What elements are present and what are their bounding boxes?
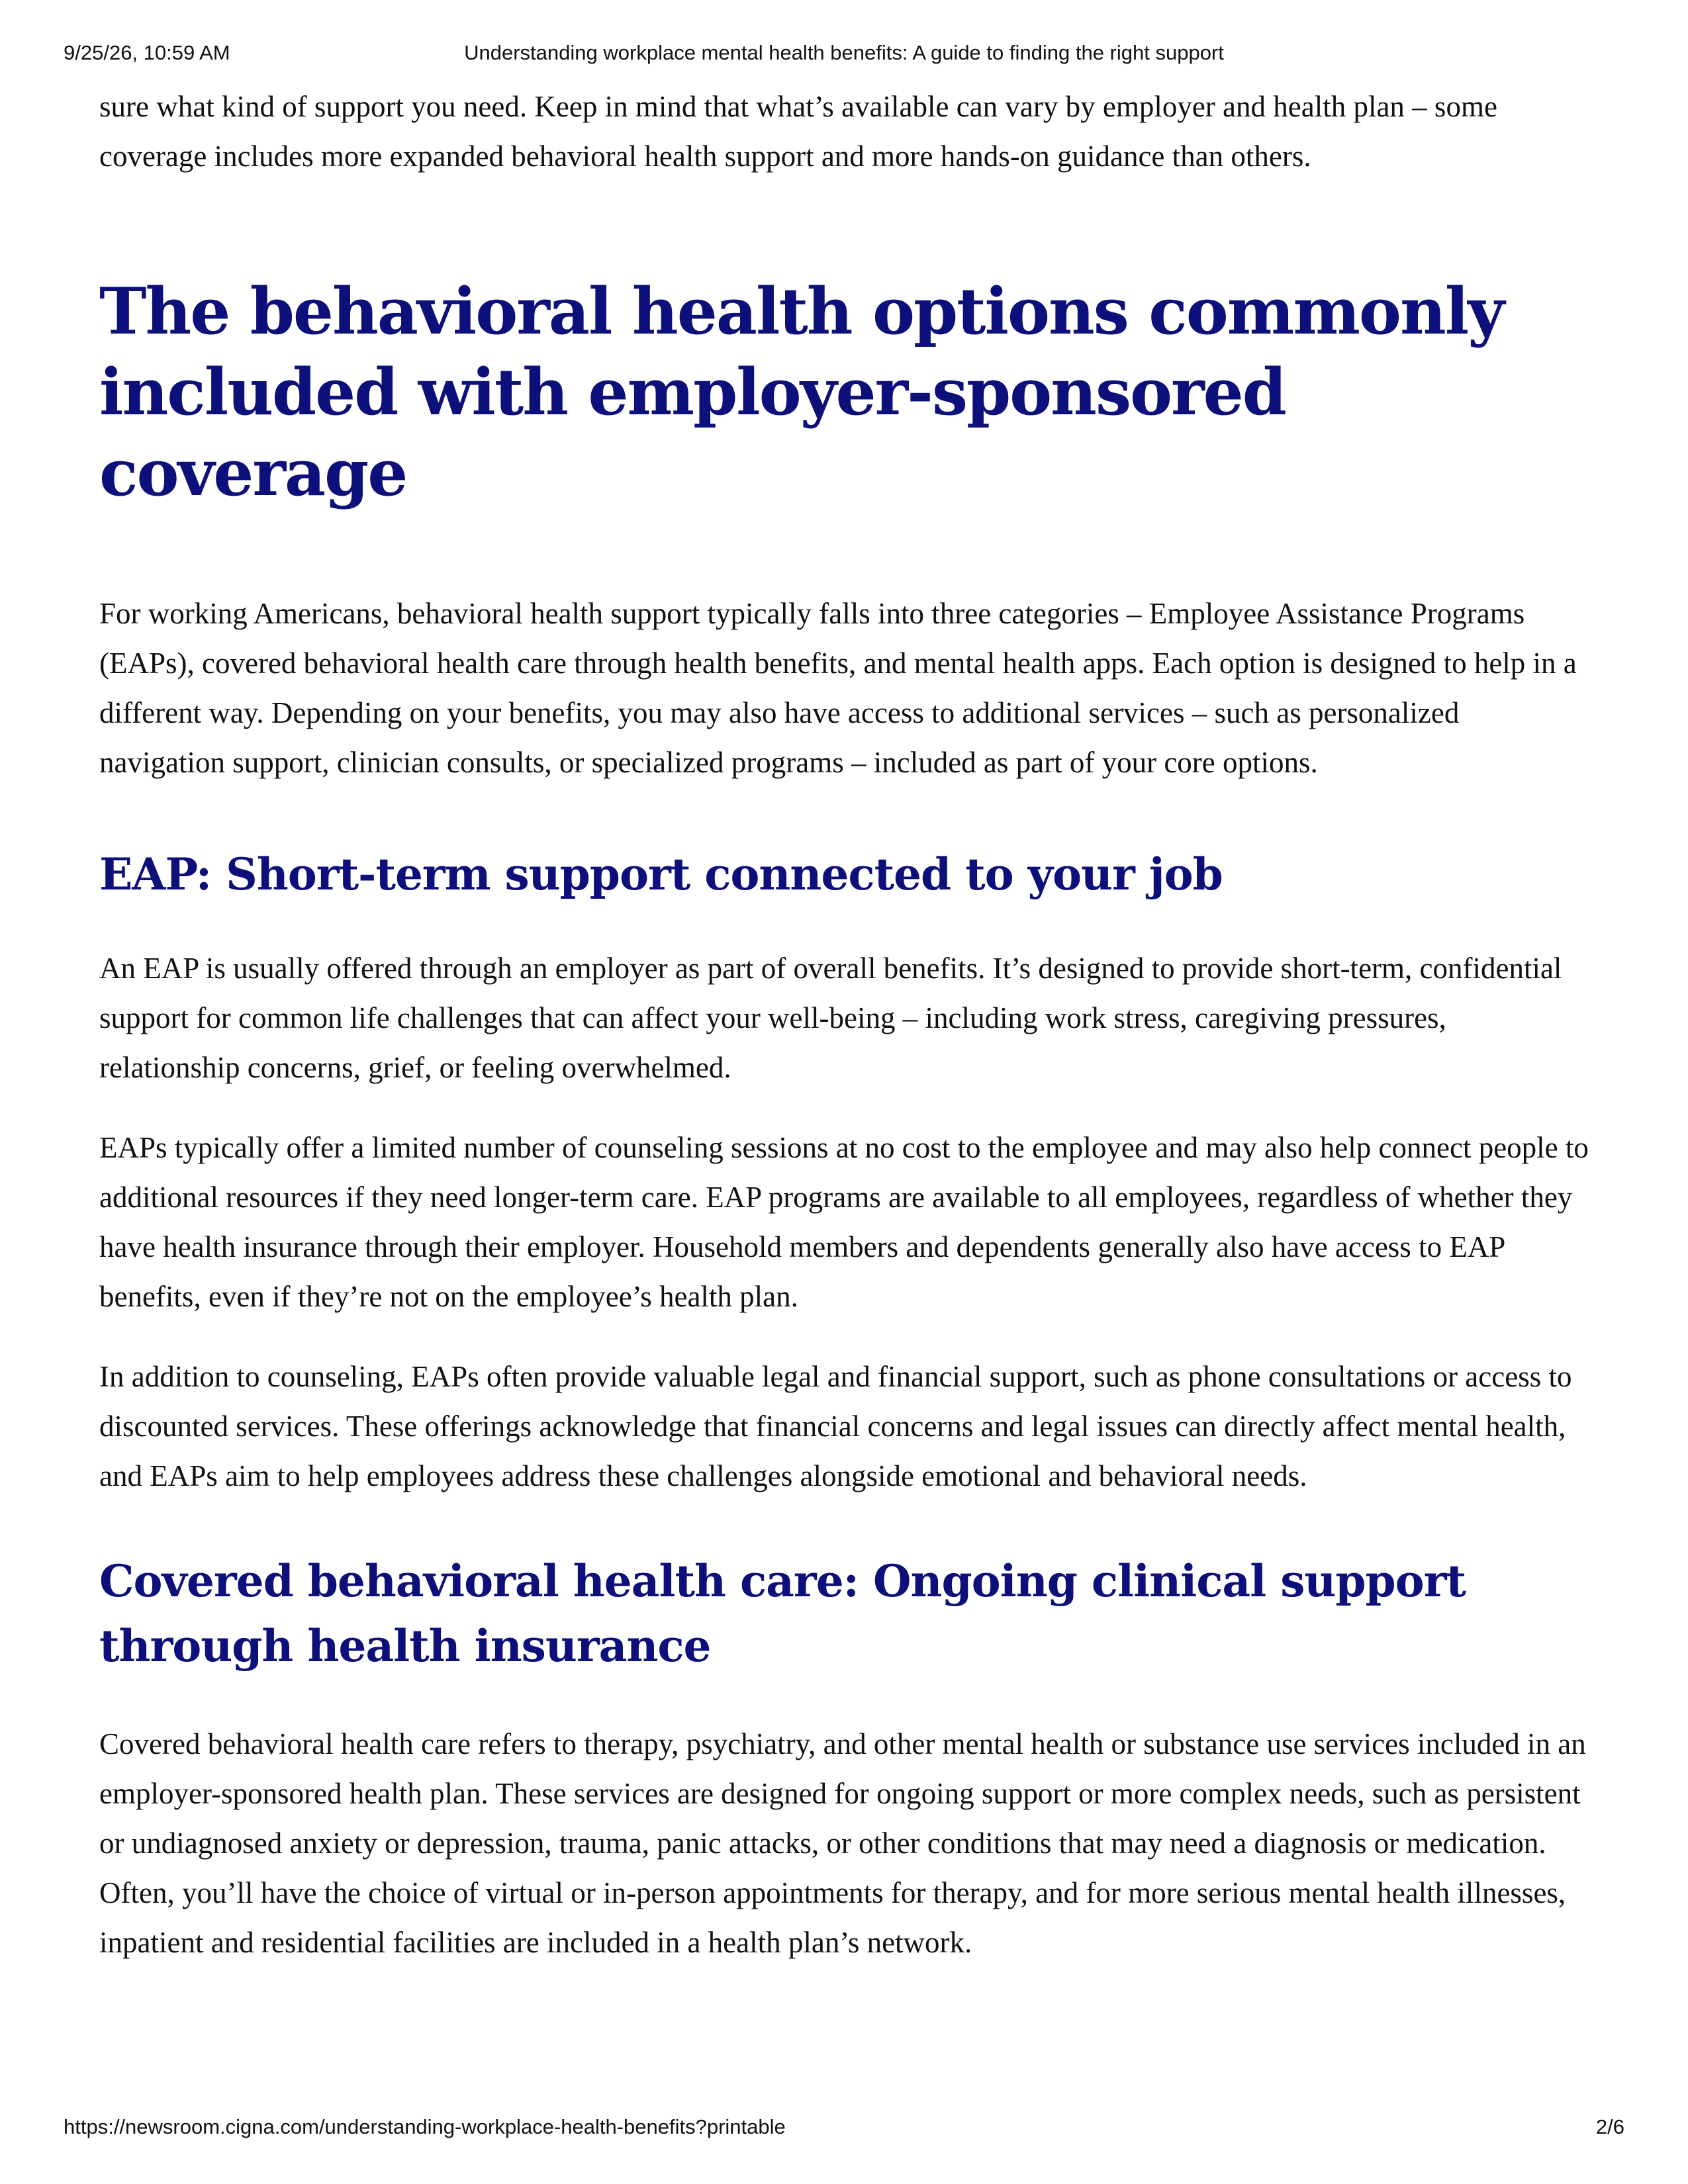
print-footer-url[interactable]: https://newsroom.cigna.com/understanding-workplace-health-benefits?printable bbox=[64, 2115, 786, 2138]
print-header-title: Understanding workplace mental health benefits: A guide to finding the right support bbox=[464, 41, 1224, 64]
eap-paragraph-2: EAPs typically offer a limited number of counseling sessions at no cost to the employee and may also help connect people to additional resources if they need longer-term care. EAP programs are available to all employees, regardless of whether they have health insurance through their employer. Household members and dependents generally also have access to EAP benefits, even if they’re not on the employee’s health plan. bbox=[99, 1131, 1589, 1313]
print-header-datetime: 9/25/26, 10:59 AM bbox=[64, 41, 230, 64]
intro-continuation-paragraph: sure what kind of support you need. Keep in mind that what’s available can vary by employer and health plan – some coverage includes more expanded behavioral health support and more hands-on guidance than others. bbox=[99, 90, 1497, 173]
eap-paragraph-1: An EAP is usually offered through an employer as part of overall benefits. It’s designed to provide short-term, confidential support for common life challenges that can affect your well-being – including work stress, caregiving pressures, relationship concerns, grief, or feeling overwhelmed. bbox=[99, 952, 1562, 1084]
print-header bbox=[0, 41, 1688, 70]
print-footer-page-number: 2/6 bbox=[1595, 2115, 1624, 2138]
covered-heading: Covered behavioral health care: Ongoing clinical support through health insurance bbox=[99, 1555, 1466, 1672]
print-footer bbox=[0, 2115, 1688, 2144]
article-content bbox=[99, 82, 1589, 1968]
main-heading: The behavioral health options commonly included with employer-sponsored coverage bbox=[99, 274, 1503, 510]
covered-paragraph: Covered behavioral health care refers to therapy, psychiatry, and other mental health or substance use services included in an employer-sponsored health plan. These services are designed for ongoing support or more complex needs, such as persistent or undiagnosed anxiety or depression, trauma, panic attacks, or other conditions that may need a diagnosis or medication. Often, you’ll have the choice of virtual or in-person appointments for therapy, and for more serious mental health illnesses, inpatient and residential facilities are included in a health plan’s network. bbox=[99, 1727, 1586, 1959]
main-paragraph: For working Americans, behavioral health support typically falls into three categories – Employee Assistance Programs (EAPs), covered behavioral health care through health benefits, and mental health apps. Each option is designed to help in a different way. Depending on your benefits, you may also have access to additional services – such as personalized navigation support, clinician consults, or specialized programs – included as part of your core options. bbox=[99, 597, 1577, 779]
eap-paragraph-3: In addition to counseling, EAPs often provide valuable legal and financial support, such as phone consultations or access to discounted services. These offerings acknowledge that financial concerns and legal issues can directly affect mental health, and EAPs aim to help employees address these challenges alongside emotional and behavioral needs. bbox=[99, 1360, 1572, 1492]
eap-heading: EAP: Short-term support connected to your job bbox=[99, 848, 1223, 900]
